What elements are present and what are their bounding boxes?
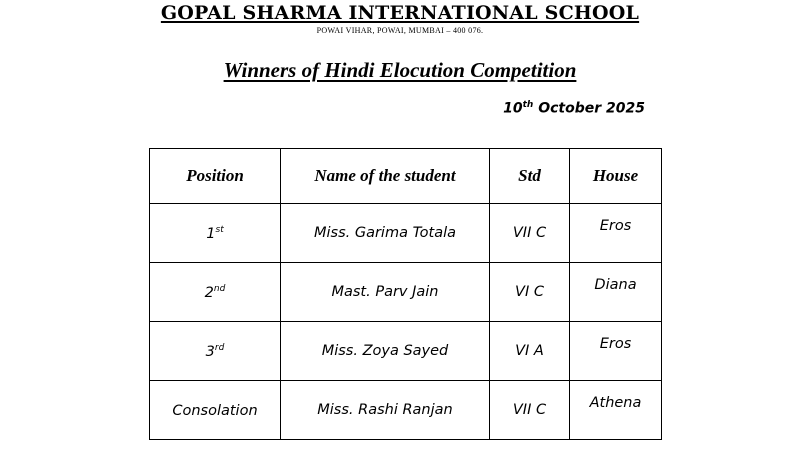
date-day: 10: [503, 100, 523, 117]
position-value: 2: [204, 284, 214, 301]
table-row: [150, 322, 662, 381]
school-name: GOPAL SHARMA INTERNATIONAL SCHOOL: [160, 2, 640, 24]
std-cell: VII C: [490, 381, 570, 440]
table-header-row: [150, 149, 662, 204]
std-cell: VI A: [490, 322, 570, 381]
column-header-name: Name of the student: [281, 149, 490, 204]
position-suffix: st: [215, 224, 224, 235]
house-cell: Diana: [570, 263, 662, 322]
winners-table: [149, 148, 662, 440]
student-name-cell: Miss. Rashi Ranjan: [281, 381, 490, 440]
std-cell: VII C: [490, 204, 570, 263]
table-row: [150, 263, 662, 322]
house-cell: Eros: [570, 322, 662, 381]
position-cell: [150, 322, 281, 381]
table-row: [150, 204, 662, 263]
position-cell: [150, 381, 281, 440]
position-value: 3: [205, 343, 215, 360]
student-name-cell: Miss. Zoya Sayed: [281, 322, 490, 381]
std-cell: VI C: [490, 263, 570, 322]
student-name-cell: Mast. Parv Jain: [281, 263, 490, 322]
position-value: 1: [206, 225, 216, 242]
student-name-cell: Miss. Garima Totala: [281, 204, 490, 263]
date-rest: October 2025: [533, 100, 645, 117]
house-cell: Athena: [570, 381, 662, 440]
column-header-std: Std: [490, 149, 570, 204]
column-header-position: Position: [150, 149, 281, 204]
position-suffix: nd: [213, 283, 226, 294]
position-suffix: rd: [214, 342, 225, 353]
house-cell: Eros: [570, 204, 662, 263]
position-value: Consolation: [172, 402, 258, 419]
school-address: POWAI VIHAR, POWAI, MUMBAI – 400 076.: [316, 26, 484, 35]
position-cell: [150, 263, 281, 322]
table-row: [150, 381, 662, 440]
position-cell: [150, 204, 281, 263]
date-suffix: th: [522, 100, 534, 110]
event-date: [503, 100, 645, 117]
column-header-house: House: [570, 149, 662, 204]
competition-title: Winners of Hindi Elocution Competition: [223, 58, 577, 82]
